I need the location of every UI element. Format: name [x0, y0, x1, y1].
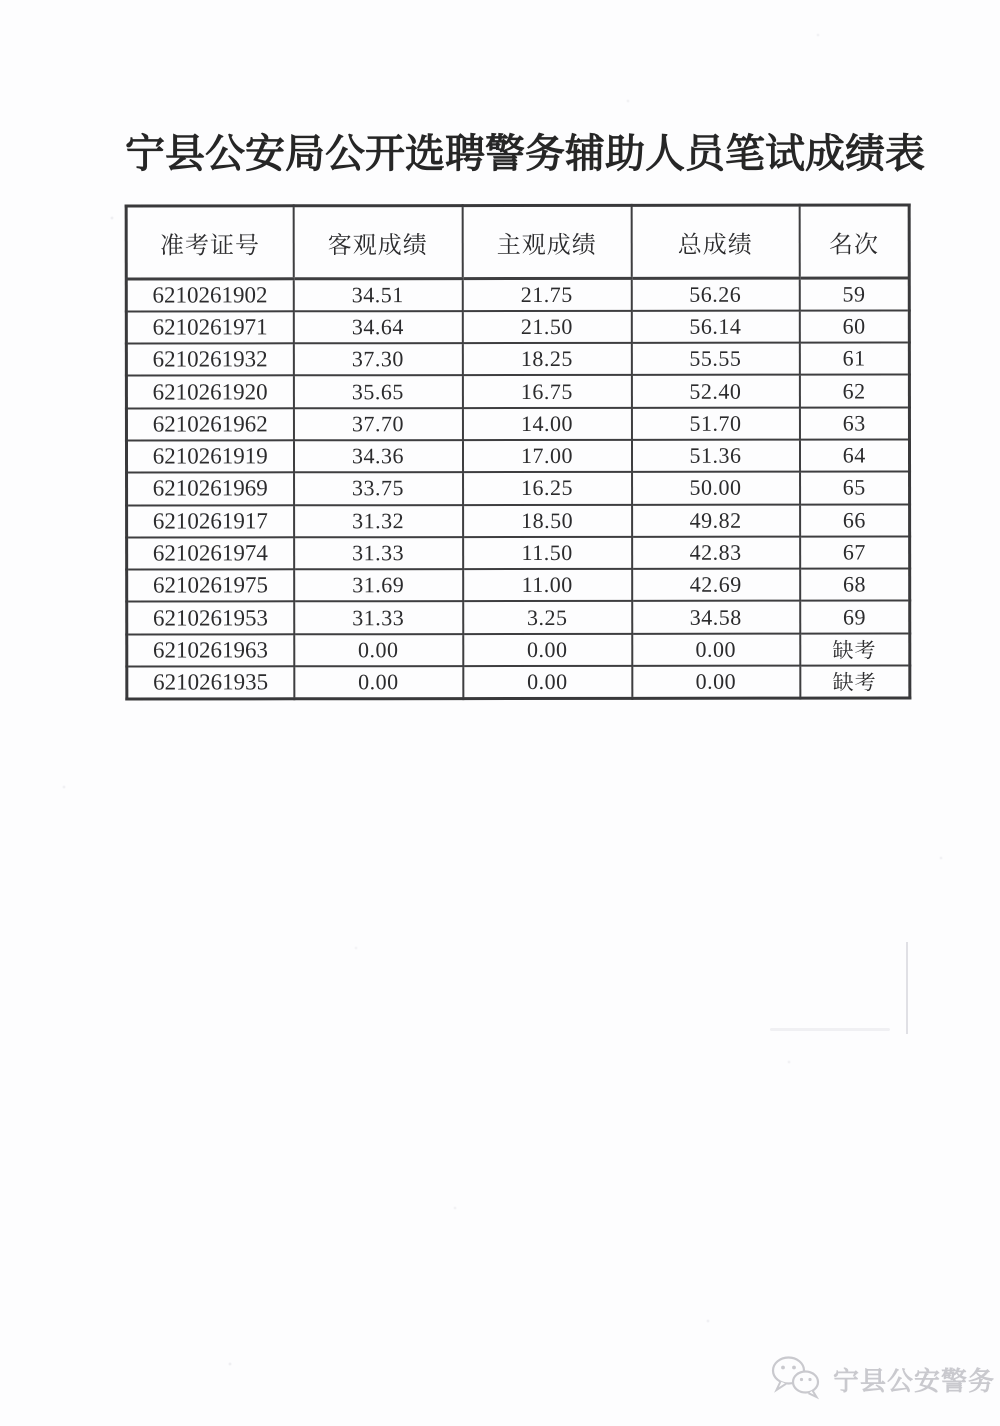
table-cell: 0.00: [463, 666, 632, 699]
table-cell: 0.00: [632, 666, 800, 699]
table-cell: 63: [799, 407, 909, 439]
table-row: [126, 343, 909, 376]
table-cell: 31.32: [294, 505, 463, 538]
scan-smudge: [770, 1028, 890, 1031]
table-cell: 68: [800, 569, 910, 601]
table-row: [127, 601, 910, 634]
table-cell: 16.25: [463, 472, 632, 505]
table-row: [126, 278, 909, 311]
table-cell: 34.64: [293, 311, 462, 344]
table-cell: 34.58: [632, 601, 800, 634]
table-cell: 6210261963: [127, 634, 294, 667]
table-cell: 6210261917: [127, 505, 294, 538]
table-cell: 51.36: [631, 440, 799, 473]
table-row: [126, 407, 909, 440]
table-cell: 6210261935: [127, 666, 294, 699]
table-cell: 56.26: [631, 278, 799, 311]
header-row: [126, 205, 909, 279]
table-cell: 69: [800, 601, 910, 633]
table-cell: 42.83: [632, 536, 800, 569]
column-header-2: 主观成绩: [462, 205, 631, 278]
watermark-label: 宁县公安警务: [833, 1365, 996, 1396]
table-row: [127, 536, 910, 569]
table-row: [127, 472, 910, 505]
table-cell: 42.69: [632, 569, 800, 602]
score-table-body: [126, 278, 910, 699]
table-cell: 0.00: [294, 634, 463, 667]
table-cell: 6210261920: [126, 376, 293, 409]
table-cell: 21.75: [462, 278, 631, 311]
table-cell: 6210261971: [126, 311, 293, 344]
table-cell: 3.25: [463, 601, 632, 634]
score-table-container: [125, 203, 909, 700]
table-cell: 59: [799, 278, 909, 310]
table-cell: 6210261962: [126, 408, 293, 441]
table-cell: 55.55: [631, 343, 799, 376]
table-cell: 31.69: [294, 569, 463, 602]
score-table: [125, 203, 912, 700]
table-cell: 6210261953: [127, 602, 294, 635]
table-cell: 16.75: [462, 375, 631, 408]
table-cell: 64: [799, 439, 909, 471]
table-cell: 62: [799, 375, 909, 407]
score-table-header: [126, 205, 909, 279]
table-cell: 31.33: [294, 537, 463, 570]
table-cell: 6210261932: [126, 343, 293, 376]
column-header-4: 名次: [799, 205, 909, 278]
table-cell: 11.00: [463, 569, 632, 602]
table-cell: 6210261902: [126, 279, 293, 312]
column-header-3: 总成绩: [631, 205, 799, 278]
table-cell: 14.00: [462, 408, 631, 441]
table-cell: 52.40: [631, 375, 799, 408]
table-cell: 37.70: [293, 408, 462, 441]
watermark: [770, 1354, 995, 1404]
scan-artifact-line: [906, 942, 908, 1034]
table-cell: 37.30: [293, 343, 462, 376]
table-cell: 67: [800, 536, 910, 568]
column-header-1: 客观成绩: [293, 206, 462, 279]
table-cell: 33.75: [294, 472, 463, 505]
table-row: [127, 569, 910, 602]
table-cell: 缺考: [800, 633, 910, 665]
table-cell: 60: [799, 310, 909, 342]
table-cell: 49.82: [632, 504, 800, 537]
table-cell: 6210261969: [127, 473, 294, 506]
table-cell: 0.00: [294, 666, 463, 699]
table-cell: 0.00: [463, 634, 632, 667]
page-title: 宁县公安局公开选聘警务辅助人员笔试成绩表: [125, 132, 925, 176]
table-row: [127, 666, 910, 700]
table-cell: 34.36: [293, 440, 462, 473]
table-cell: 66: [800, 504, 910, 536]
table-cell: 17.00: [462, 440, 631, 473]
table-cell: 6210261919: [126, 440, 293, 473]
table-cell: 缺考: [800, 666, 910, 699]
table-cell: 65: [800, 472, 910, 504]
table-cell: 35.65: [293, 375, 462, 408]
table-row: [127, 633, 910, 666]
wechat-icon: [770, 1354, 820, 1405]
table-cell: 50.00: [632, 472, 800, 505]
table-cell: 61: [799, 343, 909, 375]
table-cell: 18.25: [462, 343, 631, 376]
table-cell: 31.33: [294, 602, 463, 635]
table-cell: 6210261974: [127, 537, 294, 570]
table-row: [126, 375, 909, 408]
table-cell: 56.14: [631, 310, 799, 343]
table-cell: 18.50: [463, 504, 632, 537]
table-row: [126, 439, 909, 472]
table-cell: 0.00: [632, 633, 800, 666]
table-row: [127, 504, 910, 537]
table-cell: 34.51: [293, 279, 462, 312]
table-row: [126, 310, 909, 343]
table-cell: 11.50: [463, 537, 632, 570]
table-cell: 21.50: [462, 311, 631, 344]
table-cell: 6210261975: [127, 569, 294, 602]
column-header-0: 准考证号: [126, 206, 293, 279]
table-cell: 51.70: [631, 407, 799, 440]
